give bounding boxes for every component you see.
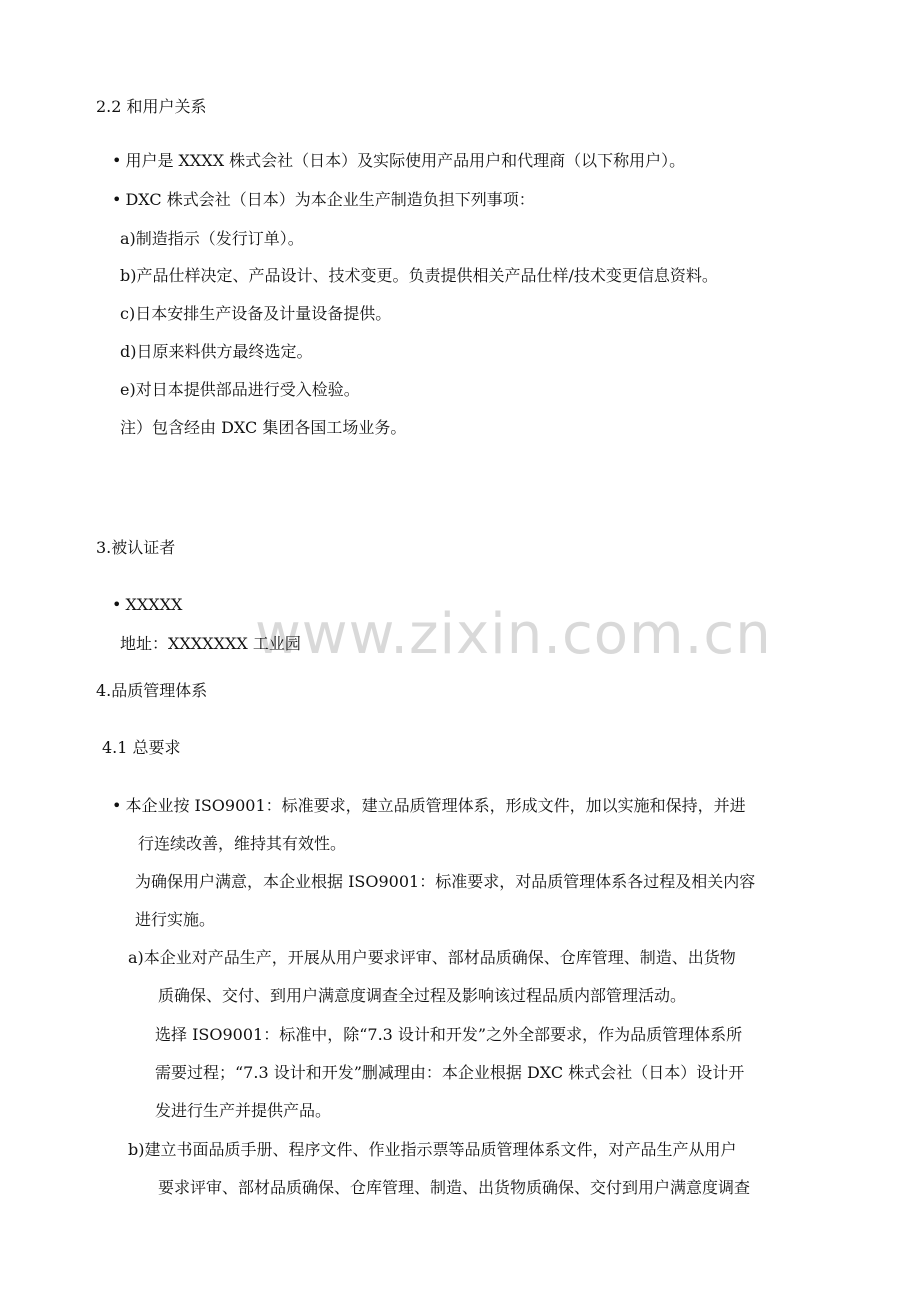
paragraph-line: 质确保、交付、到用户满意度调查全过程及影响该过程品质内部管理活动。 — [158, 986, 687, 1005]
bullet-icon: • — [112, 595, 122, 614]
bullet-text: 本企业按 ISO9001：标准要求，建立品质管理体系，形成文件，加以实施和保持，并进 — [125, 796, 746, 815]
address-line: 地址：XXXXXXX 工业园 — [120, 634, 301, 653]
section-4-heading: 4.品质管理体系 — [96, 681, 208, 700]
bullet-icon: • — [112, 796, 122, 815]
paragraph-line: 行连续改善，维持其有效性。 — [138, 834, 347, 853]
list-item: b)产品仕样决定、产品设计、技术变更。负责提供相关产品仕样/技术变更信息资料。 — [120, 266, 718, 285]
list-item: e)对日本提供部品进行受入检验。 — [120, 380, 360, 399]
bullet-icon: • — [112, 190, 122, 209]
paragraph-line: 进行实施。 — [135, 910, 216, 929]
watermark: www.zixin.com.cn — [255, 602, 772, 667]
bullet-icon: • — [112, 151, 122, 170]
list-item: d)日原来料供方最终选定。 — [120, 342, 313, 361]
list-item-b: b)建立书面品质手册、程序文件、作业指示票等品质管理体系文件，对产品生产从用户 — [128, 1140, 737, 1159]
section-3-heading: 3.被认证者 — [96, 538, 176, 557]
list-item: a)制造指示（发行订单）。 — [120, 229, 304, 248]
paragraph-line: 需要过程；“7.3 设计和开发”删减理由：本企业根据 DXC 株式会社（日本）设计开 — [155, 1063, 745, 1082]
note-item: 注）包含经由 DXC 集团各国工场业务。 — [120, 418, 407, 437]
section-4-1-heading: 4.1 总要求 — [102, 738, 181, 757]
section-2-2-heading: 2.2 和用户关系 — [96, 97, 207, 116]
bullet-text: 用户是 XXXX 株式会社（日本）及实际使用产品用户和代理商（以下称用户）。 — [125, 151, 686, 170]
bullet-item — [112, 151, 685, 171]
list-item: c)日本安排生产设备及计量设备提供。 — [120, 304, 392, 323]
bullet-text: DXC 株式会社（日本）为本企业生产制造负担下列事项： — [125, 190, 535, 209]
list-item-a: a)本企业对产品生产，开展从用户要求评审、部材品质确保、仓库管理、制造、出货物 — [128, 948, 736, 967]
bullet-text: XXXXX — [125, 595, 183, 614]
bullet-item — [112, 595, 182, 615]
paragraph-line: 为确保用户满意，本企业根据 ISO9001：标准要求，对品质管理体系各过程及相关内容 — [135, 872, 756, 891]
bullet-item — [112, 796, 746, 816]
paragraph-line: 要求评审、部材品质确保、仓库管理、制造、出货物质确保、交付到用户满意度调查 — [158, 1178, 751, 1197]
bullet-item — [112, 190, 535, 210]
paragraph-line: 发进行生产并提供产品。 — [155, 1101, 332, 1120]
paragraph-line: 选择 ISO9001：标准中，除“7.3 设计和开发”之外全部要求，作为品质管理体系所 — [155, 1025, 743, 1044]
